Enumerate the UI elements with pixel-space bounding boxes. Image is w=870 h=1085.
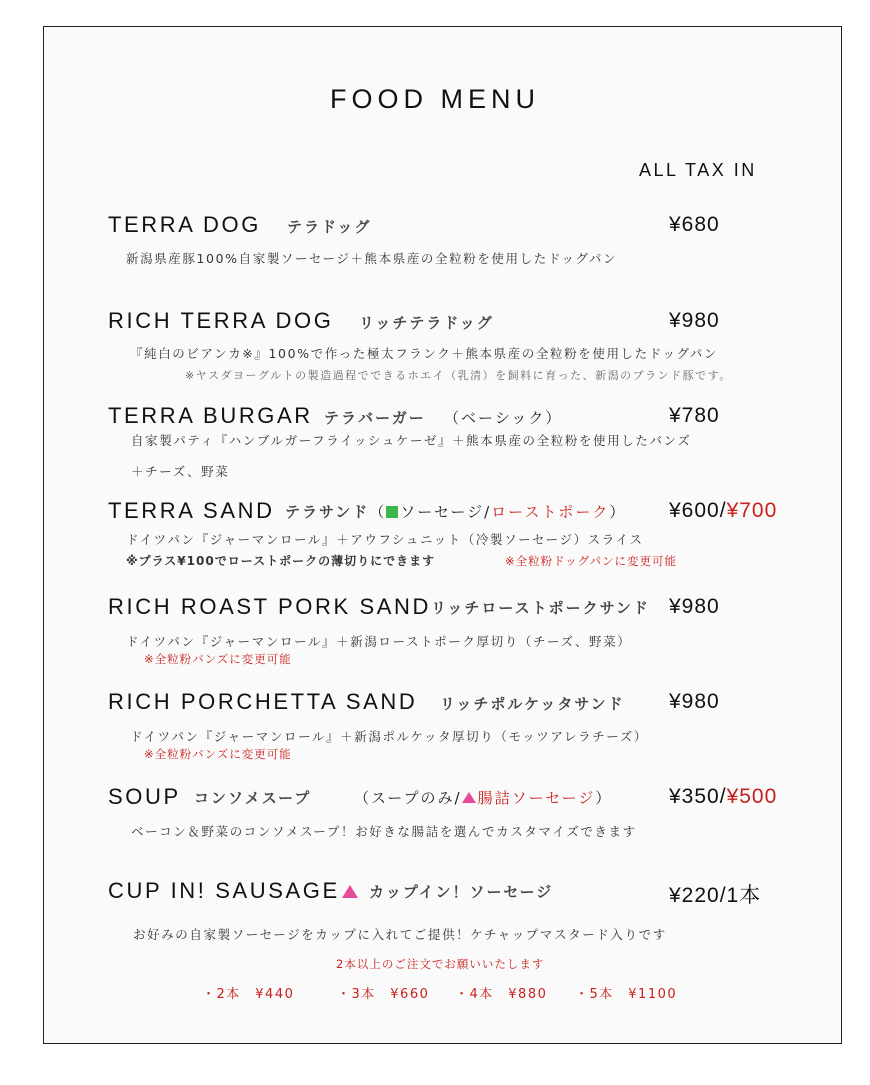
item-jp-terra-burgar: テラバーガー: [324, 409, 426, 427]
item-price-terra-sand: [669, 499, 777, 523]
item-note-bold-terra-sand: ※プラス¥100でローストポークの薄切りにできます: [126, 554, 436, 568]
option-close-paren: ）: [595, 789, 613, 807]
item-desc2-terra-burgar: ＋チーズ、野菜: [131, 464, 230, 479]
item-name-terra-burgar: TERRA BURGAR: [108, 403, 313, 428]
item-desc-rich-roast-pork-sand: ドイツパン『ジャーマンロール』＋新潟ローストポーク厚切り（チーズ、野菜）: [126, 634, 632, 649]
price-b-terra-sand: ¥700: [726, 499, 778, 522]
item-jp-cup-in-sausage: カップイン！ソーセージ: [369, 883, 554, 901]
item-desc-cup-in-sausage: お好みの自家製ソーセージをカップに入れてご提供！ケチャップマスタード入りです: [133, 927, 667, 942]
item-jp-terra-dog: テラドッグ: [287, 218, 372, 236]
item-price-rich-terra-dog: ¥980: [669, 309, 720, 332]
item-price-rich-roast-pork-sand: ¥980: [669, 595, 720, 618]
item-desc-rich-porchetta-sand: ドイツパン『ジャーマンロール』＋新潟ポルケッタ厚切り（モッツアレラチーズ）: [130, 729, 648, 744]
item-desc-rich-terra-dog: 『純白のビアンカ※』100%で作った極太フランク＋熊本県産の全粒粉を使用したドッグパン: [130, 346, 719, 361]
price-a-soup: ¥350/: [669, 785, 727, 808]
tax-note: ALL TAX IN: [639, 160, 757, 180]
option-close-paren: ）: [609, 503, 627, 521]
item-jp-soup: コンソメスープ: [194, 789, 312, 807]
item-jp-rich-roast-pork-sand: リッチローストポークサンド: [431, 599, 650, 617]
green-square-icon: [386, 506, 398, 518]
cup-in-sausage-label: CUP IN! SAUSAGE: [108, 878, 340, 903]
item-note-red-rich-roast-pork-sand: ※全粒粉バンズに変更可能: [144, 652, 292, 666]
item-price-terra-burgar: ¥780: [669, 404, 720, 427]
item-jp-rich-porchetta-sand: リッチポルケッタサンド: [440, 695, 625, 713]
item-price-soup: [669, 785, 777, 809]
item-name-terra-dog: TERRA DOG: [108, 212, 261, 237]
tier-5: ・5本 ¥1100: [575, 987, 678, 1002]
option-chozume-sausage: 腸詰ソーセージ: [477, 789, 596, 807]
option-open-paren: （: [369, 503, 387, 521]
option-sausage: ソーセージ/: [400, 503, 492, 521]
item-desc-soup: ベーコン＆野菜のコンソメスープ！お好きな腸詰を選んでカスタマイズできます: [131, 824, 637, 839]
item-option-terra-sand: [285, 501, 626, 522]
tier-3: ・3本 ¥660: [337, 987, 430, 1002]
price-b-soup: ¥500: [726, 785, 778, 808]
item-price-cup-in-sausage: ¥220/1本: [669, 884, 762, 907]
item-note-rich-terra-dog: ※ヤスダヨーグルトの製造過程でできるホエイ（乳清）を飼料に育った、新潟のブランド豚です。: [185, 369, 732, 382]
option-roast-pork: ローストポーク: [491, 503, 610, 521]
item-option-soup: [354, 787, 612, 808]
pink-triangle-icon: [462, 792, 476, 803]
item-jp-terra-sand: テラサンド: [285, 503, 370, 521]
price-a-terra-sand: ¥600/: [669, 499, 727, 522]
item-note-red-cup-in-sausage: 2本以上のご注文でお願いいたします: [336, 957, 545, 971]
item-note-red-terra-sand: ※全粒粉ドッグパンに変更可能: [505, 554, 677, 568]
item-desc-terra-sand: ドイツパン『ジャーマンロール』＋アウフシュニット（冷製ソーセージ）スライス: [126, 532, 644, 547]
item-jp-sub-terra-burgar: （ベーシック）: [444, 409, 563, 427]
item-price-rich-porchetta-sand: ¥980: [669, 690, 720, 713]
option-soup-only: （スープのみ/: [354, 789, 462, 807]
pink-triangle-icon: [342, 885, 358, 898]
item-name-rich-roast-pork-sand: RICH ROAST PORK SAND: [108, 594, 431, 619]
item-jp-rich-terra-dog: リッチテラドッグ: [359, 314, 494, 332]
item-name-terra-sand: TERRA SAND: [108, 498, 275, 523]
item-name-rich-porchetta-sand: RICH PORCHETTA SAND: [108, 689, 418, 714]
tier-2: ・2本 ¥440: [202, 987, 295, 1002]
item-name-soup: SOUP: [108, 784, 181, 809]
item-name-rich-terra-dog: RICH TERRA DOG: [108, 308, 334, 333]
item-note-red-rich-porchetta-sand: ※全粒粉バンズに変更可能: [144, 747, 292, 761]
item-price-terra-dog: ¥680: [669, 213, 720, 236]
item-name-cup-in-sausage: [108, 878, 358, 904]
menu-title: FOOD MENU: [330, 84, 540, 114]
tier-4: ・4本 ¥880: [455, 987, 548, 1002]
item-desc-terra-dog: 新潟県産豚100%自家製ソーセージ＋熊本県産の全粒粉を使用したドッグパン: [126, 251, 618, 266]
item-desc-terra-burgar: 自家製パティ『ハンブルガーフライッシュケーゼ』＋熊本県産の全粒粉を使用したバンズ: [131, 433, 692, 448]
